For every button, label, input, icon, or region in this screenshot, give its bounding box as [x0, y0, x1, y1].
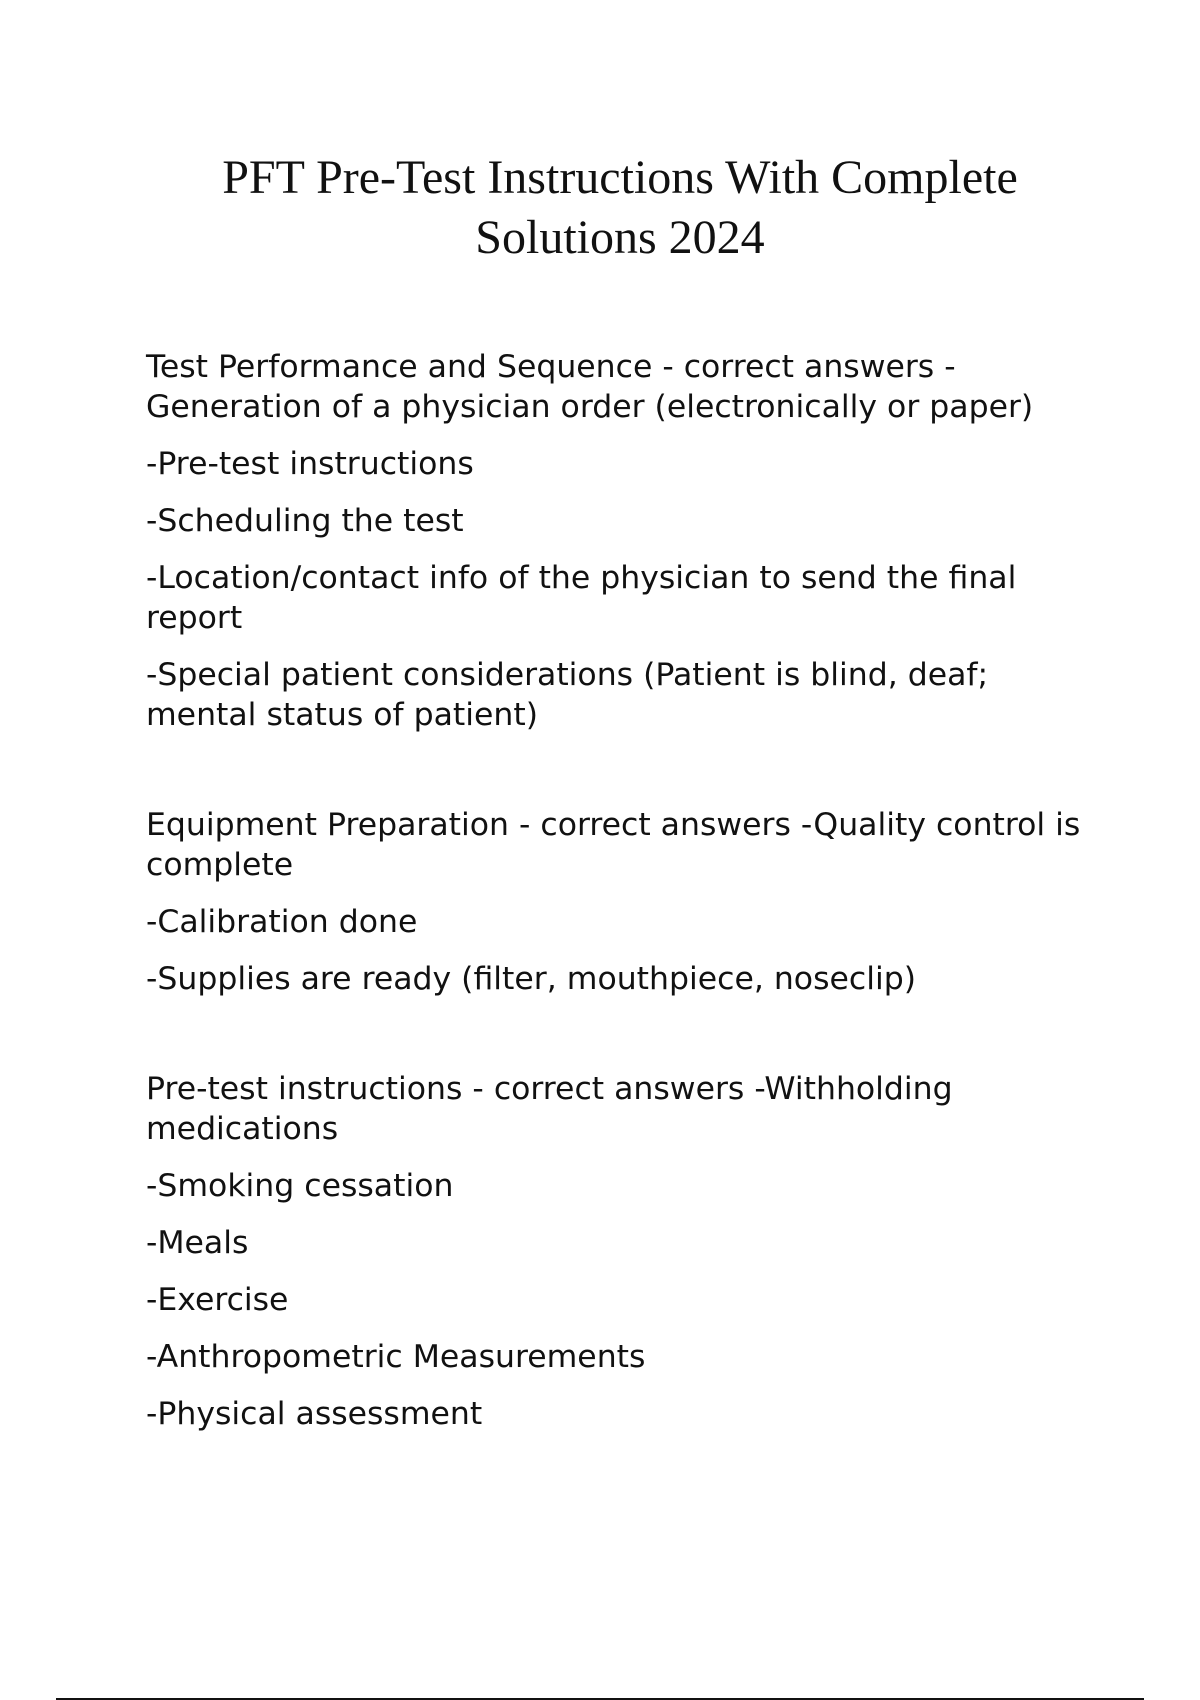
question-text: Pre-test instructions — [146, 1071, 463, 1107]
answer-item: -Pre-test instructions — [146, 446, 474, 482]
answer-item: -Smoking cessation — [146, 1168, 454, 1204]
answer-item: -Physical assessment — [146, 1396, 483, 1432]
question-line — [146, 805, 1086, 885]
answer-separator: - correct answers - — [462, 1071, 765, 1107]
question-text: Equipment Preparation — [146, 807, 509, 843]
question-line — [146, 347, 1086, 427]
document-title: PFT Pre-Test Instructions With Complete Solutions 2024 — [222, 151, 1018, 264]
first-answer-text: Generation of a physician order (electronically or paper) — [146, 389, 1034, 425]
qa-section-equipment-preparation — [146, 805, 1086, 999]
answer-item: -Meals — [146, 1225, 249, 1261]
answer-item: -Special patient considerations (Patient is blind, deaf; mental status of patient) — [146, 657, 989, 733]
qa-section-test-performance — [146, 347, 1086, 735]
question-line — [146, 1069, 1086, 1149]
first-answer-text: Withholding medications — [146, 1071, 953, 1147]
first-answer-text: Quality control is complete — [146, 807, 1081, 883]
answer-item: -Anthropometric Measurements — [146, 1339, 646, 1375]
answer-separator: - correct answers - — [508, 807, 814, 843]
answer-separator: - correct answers - — [652, 349, 956, 385]
answer-item: -Exercise — [146, 1282, 289, 1318]
answer-item: -Supplies are ready (filter, mouthpiece, noseclip) — [146, 961, 916, 997]
answer-item: -Calibration done — [146, 904, 418, 940]
qa-section-pre-test-instructions — [146, 1069, 1086, 1434]
document-body — [146, 347, 1086, 1504]
question-text: Test Performance and Sequence — [146, 349, 653, 385]
answer-item: -Scheduling the test — [146, 503, 464, 539]
answer-item: -Location/contact info of the physician to send the final report — [146, 560, 1017, 636]
